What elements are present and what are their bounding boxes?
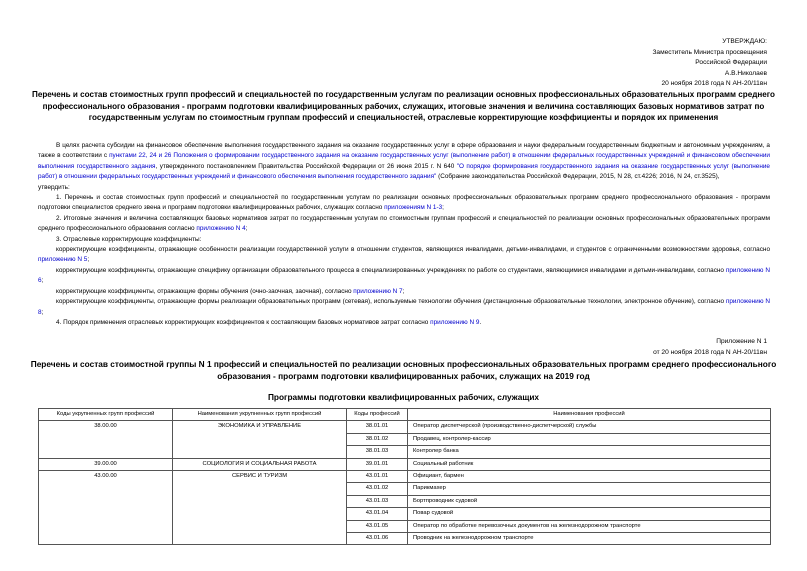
table-row [39,421,771,433]
approval-line: 20 ноября 2018 года N АН-20/11вн [661,80,767,87]
profession-code-cell: 43.01.02 [347,483,408,495]
table-header-row [39,409,771,421]
document-title: Перечень и состав стоимостных групп профессий и специальностей по государственным услугам по реализации основных профессиональных образовательных программ среднего профессионального образования - программ подготовки квалифицированных рабочих, служащих, итоговые значения и величина составляющих базовых нормативов затрат по государственным услугам по стоимостным группам профессий и специальностей, отраслевые корректирующие коэффициенты и порядок их применения [32,90,775,122]
profession-name-cell: Повар судовой [408,508,771,520]
profession-code-cell: 43.01.05 [347,520,408,532]
profession-code-cell: 43.01.04 [347,508,408,520]
professions-table [38,408,771,545]
appendix-line: от 20 ноября 2018 года N АН-20/11вн [653,348,767,356]
coef-4: корректирующие коэффициенты, отражающие формы реализации образовательных программ (сетевая), используемые технологии обучения (дистанционные образовательные технологии, электронное обучение), согласно приложению N 8; [38,298,770,316]
profession-name-cell: Оператор диспетчерской (производственно-диспетчерской) службы [408,421,771,433]
col-header-profession-name: Наименования профессий [408,409,771,421]
item-3: 3. Отраслевые корректирующие коэффициенты: [56,235,202,243]
profession-name-cell: Парикмахер [408,483,771,495]
group-name-cell: СЕРВИС И ТУРИЗМ [173,470,347,544]
appendix-9-link[interactable]: приложению N 9 [430,318,480,326]
profession-name-cell: Проводник на железнодорожном транспорте [408,532,771,544]
profession-code-cell: 38.01.02 [347,433,408,445]
profession-name-cell: Оператор по обработке перевозочных документов на железнодорожном транспорте [408,520,771,532]
section-title: Программы подготовки квалифицированных рабочих, служащих [267,392,540,402]
profession-code-cell: 38.01.03 [347,446,408,458]
group-code-cell: 39.00.00 [39,458,173,470]
item-1: 1. Перечень и состав стоимостных групп профессий и специальностей по государственным услугам по реализации основных профессиональных образовательных программ среднего профессионального образования - программ подготовки специалистов среднего звена и программ подготовки квалифицированных рабочих, служащих согласно приложениям N 1-3; [38,194,770,212]
profession-name-cell: Контролер банка [408,446,771,458]
profession-name-cell: Официант, бармен [408,470,771,482]
approval-line: Российской Федерации [695,59,767,66]
appendix-8-link[interactable]: приложению N 8 [38,298,770,316]
appendix-6-link[interactable]: приложению N 6 [38,266,770,285]
regulation-link[interactable]: пунктами 22, 24 и 26 Положения о формировании государственного задания на оказание государственных услуг (выполнение работ) в отношении федеральных государственных учреждений и финансовом обеспечении выполнения государственного задания [38,152,770,170]
appendix-5-link[interactable]: приложению N 5 [38,256,88,264]
col-header-group-code: Коды укрупненных групп профессий [39,409,173,421]
approval-block [652,37,767,90]
appendix-line: Приложение N 1 [716,338,767,345]
table-row [39,458,771,470]
appendix-4-link[interactable]: приложению N 4 [196,225,246,233]
table-row [39,470,771,482]
approve-word: утвердить: [38,183,70,191]
profession-code-cell: 43.01.06 [347,532,408,544]
appendix-1-3-link[interactable]: приложениям N 1-3 [384,204,443,212]
appendix-7-link[interactable]: приложению N 7 [353,287,403,295]
profession-code-cell: 38.01.01 [347,421,408,433]
intro-paragraph: В целях расчета субсидии на финансовое обеспечение выполнения государственного задания на оказание государственных услуг в сфере образования и науки федеральным государственным бюджетным и автономным учреждениям, а также в соответствии с пунктами 22, 24 и 26 Положения о формировании государственного задания на оказание государственных услуг (выполнение работ) в отношении федеральных государственных учреждений и финансовом обеспечении выполнения государственного задания, утвержденного постановлением Правительства Российской Федерации от 26 июня 2015 г. N 640 "О порядке формирования государственного задания на оказание государственных услуг (выполнение работ) в отношении федеральных государственных учреждений и финансового обеспечения выполнения государственного задания" (Собрание законодательства Российской Федерации, 2015, N 28, ст.4226; 2016, N 24, ст.3525), [38,142,770,181]
col-header-profession-code: Коды профессий [347,409,408,421]
profession-name-cell: Бортпроводник судовой [408,495,771,507]
coef-1: корректирующие коэффициенты, отражающие особенности реализации государственной услуги в отношении студентов, являющихся инвалидами, детьми-инвалидами, и студентов с ограниченными возможностями здоровья, согласно приложению N 5; [38,246,770,264]
col-header-group-name: Наименования укрупненных групп профессий [173,409,347,421]
group-name-cell: СОЦИОЛОГИЯ И СОЦИАЛЬНАЯ РАБОТА [173,458,347,470]
profession-name-cell: Продавец, контролер-кассир [408,433,771,445]
item-4: 4. Порядок применения отраслевых корректирующих коэффициентов к составляющим базовых нормативов затрат согласно приложению N 9. [56,318,482,326]
item-2: 2. Итоговые значения и величина составляющих базовых нормативов затрат по государственным услугам по стоимостным группам профессий и специальностей по реализации основных профессиональных образовательных программ среднего профессионального образования согласно приложению N 4; [38,214,770,233]
group-code-cell: 38.00.00 [39,421,173,458]
group-name-cell: ЭКОНОМИКА И УПРАВЛЕНИЕ [173,421,347,458]
document-body [38,141,770,328]
group-code-cell: 43.00.00 [39,470,173,544]
profession-code-cell: 43.01.01 [347,470,408,482]
resolution-link[interactable]: "О порядке формирования государственного задания на оказание государственных услуг (выполнение работ) в отношении федеральных государственных учреждений и финансового обеспечения выполнения государственного задания" [38,162,770,181]
profession-code-cell: 39.01.01 [347,458,408,470]
profession-code-cell: 43.01.03 [347,495,408,507]
coef-3: корректирующие коэффициенты, отражающие формы обучения (очно-заочная, заочная), согласно приложению N 7; [56,287,405,295]
appendix-header [653,337,767,358]
approval-line: Заместитель Министра просвещения [652,48,767,56]
profession-name-cell: Социальный работник [408,458,771,470]
appendix-title: Перечень и состав стоимостной группы N 1 профессий и специальностей по реализации основных профессиональных образовательных программ среднего профессионального образования - программ подготовки квалифицированных рабочих, служащих на 2019 год [30,359,777,381]
approval-line: УТВЕРЖДАЮ: [722,38,767,45]
approval-line: А.В.Николаев [724,69,767,77]
coef-2: корректирующие коэффициенты, отражающие специфику организации образовательного процесса в специализированных учреждениях по работе со студентами, являющимися инвалидами и детьми-инвалидами, согласно приложению N 6; [38,266,770,285]
